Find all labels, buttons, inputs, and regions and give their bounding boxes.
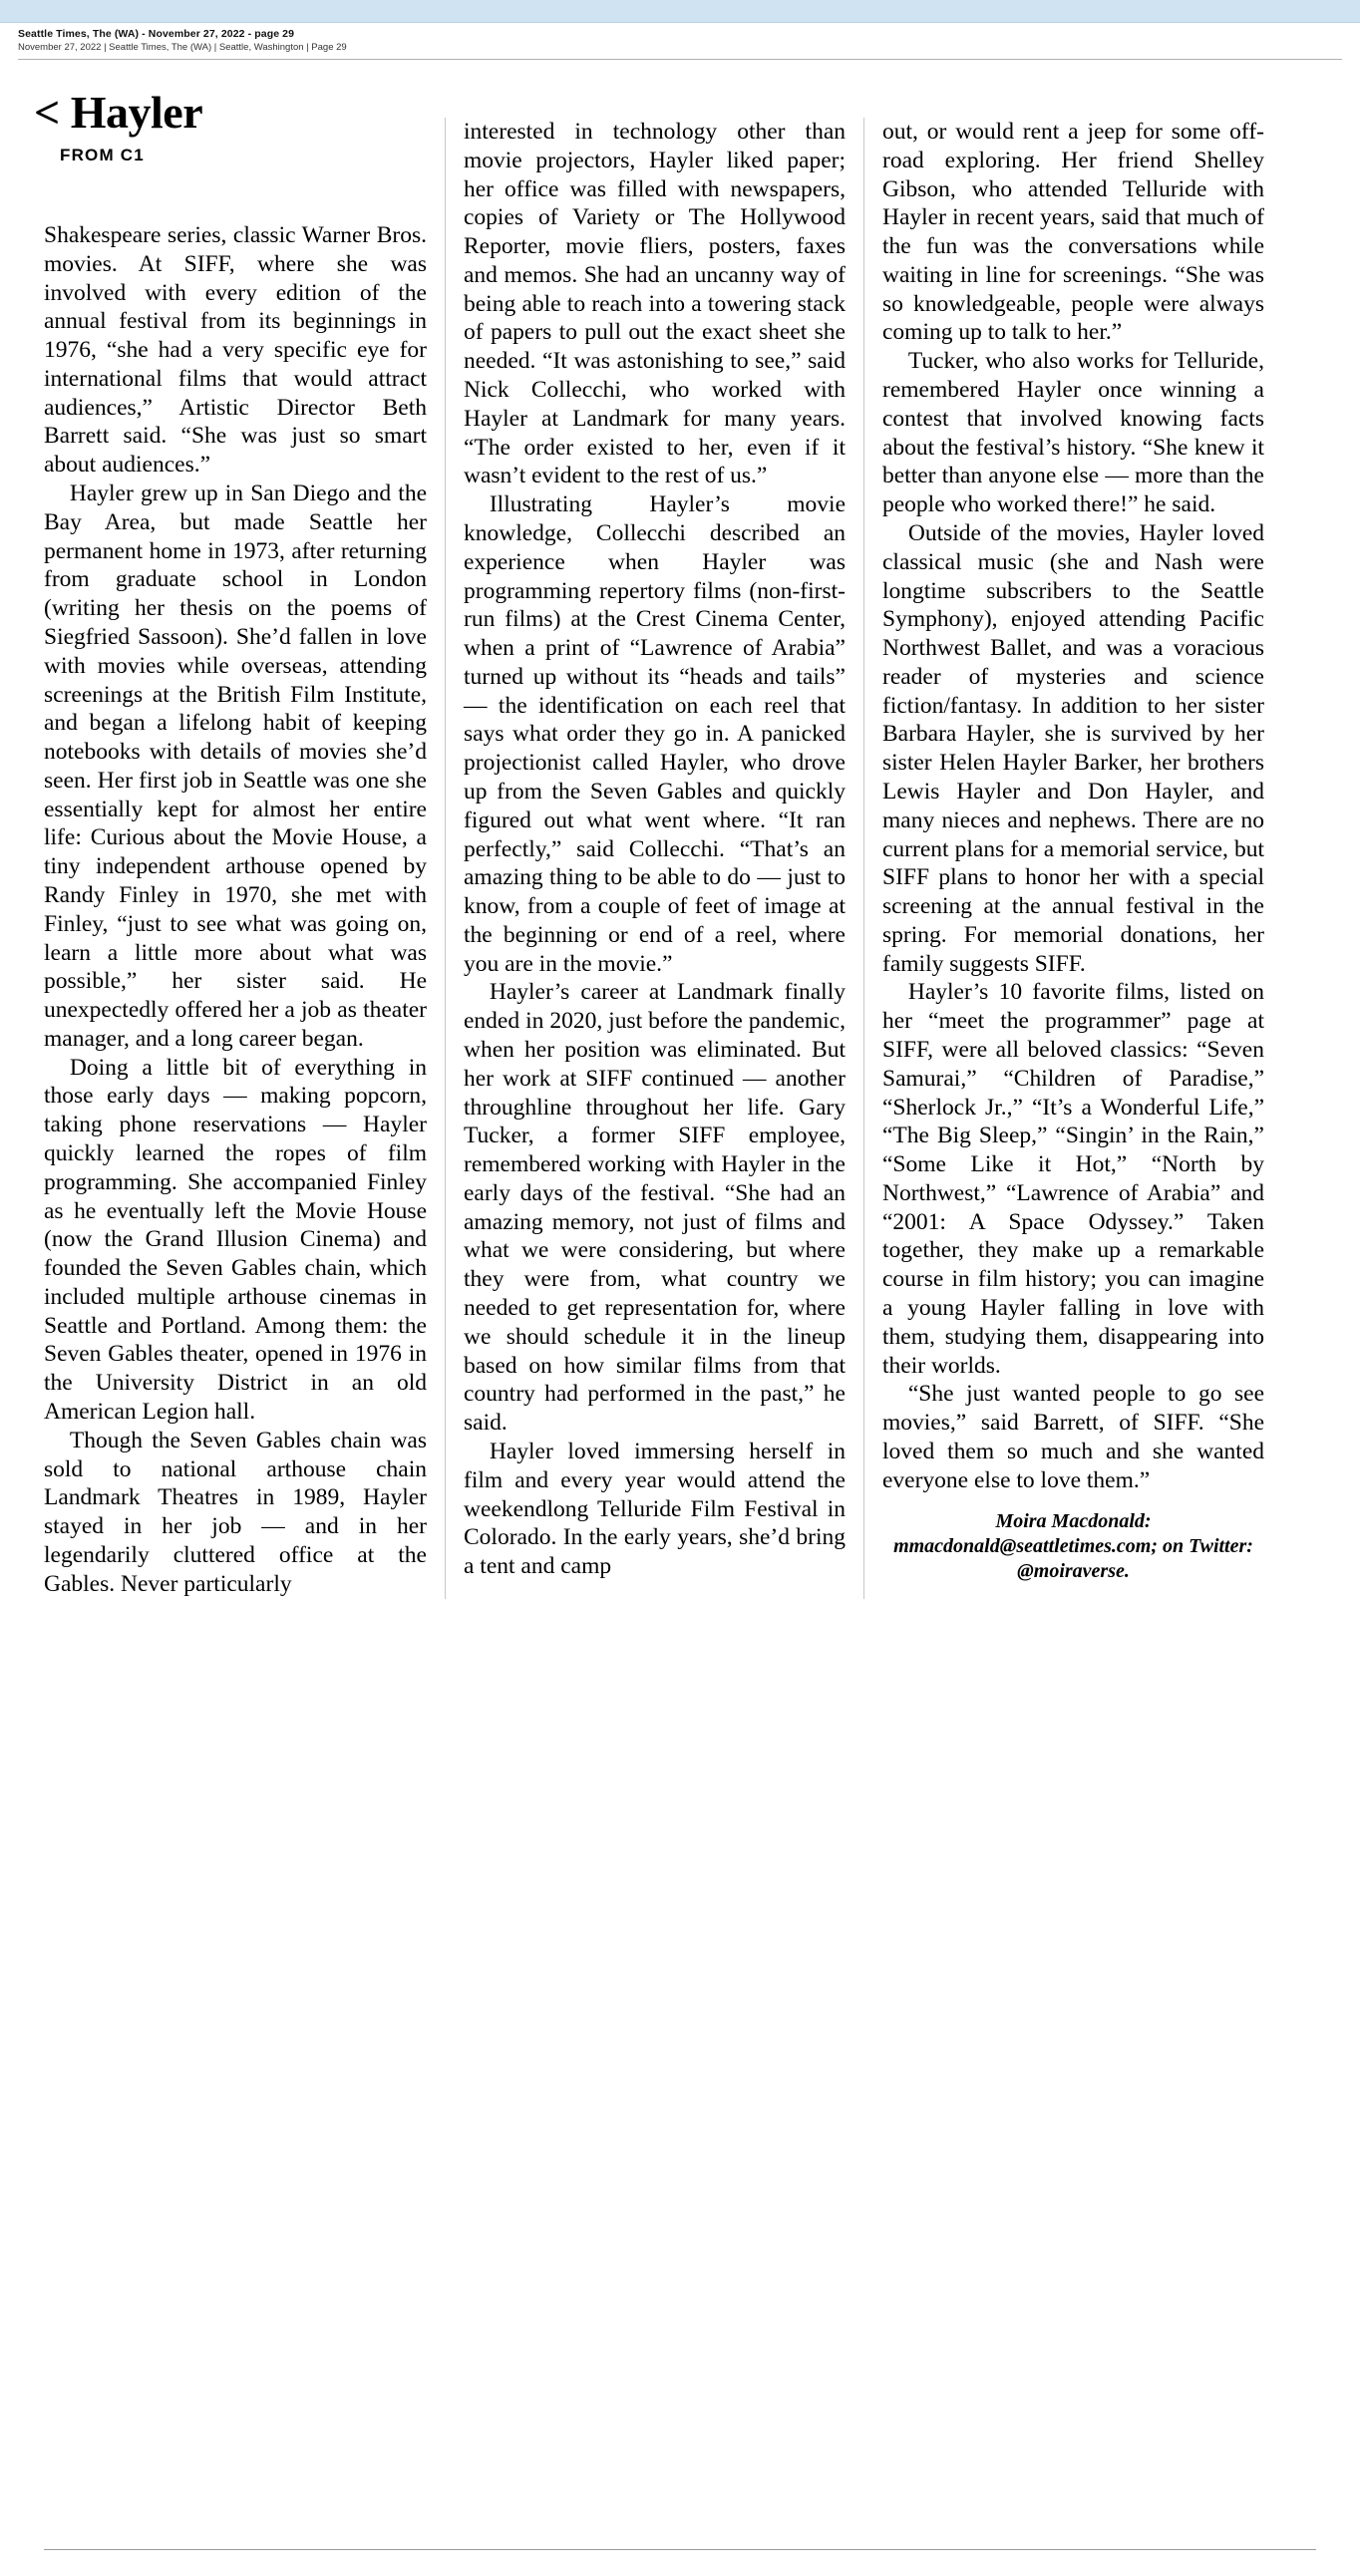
paragraph: Doing a little bit of everything in those early days — making popcorn, taking phone reservations — Hayler quickly learned the ropes of film programming. She accompanied Finley as he eventually left the Movie House (now the Grand Illusion Cinema) and founded the Seven Gables chain, which included multiple arthouse cinemas in Seattle and Portland. Among them: the Seven Gables theater, opened in 1976 in the University District in an old American Legion hall. <box>44 1054 427 1426</box>
page-slug-primary: Seattle Times, The (WA) - November 27, 2022 - page 29 <box>18 28 295 40</box>
continuation-arrow-icon: < <box>34 87 60 138</box>
jumpline: FROM C1 <box>60 146 145 164</box>
column-2 <box>445 118 863 1599</box>
paragraph: Hayler’s career at Landmark finally ended in 2020, just before the pandemic, when her position was eliminated. But her work at SIFF continued — another throughline throughout her life. Gary Tucker, a former SIFF employee, remembered working with Hayler in the early days of the festival. “She had an amazing memory, not just of films and what we were considering, but where they were from, what country we needed to get representation for, where we should schedule it in the lineup based on how similar films from that country had performed in the past,” he said. <box>464 979 846 1437</box>
column-3 <box>863 118 1282 1599</box>
paragraph: Illustrating Hayler’s movie knowledge, Collecchi described an experience when Hayler was programming repertory films (non-first-run films) at the Crest Cinema Center, when a print of “Lawrence of Arabia” turned up without its “heads and tails” — the identification on each reel that says what order they go in. A panicked projectionist called Hayler, who drove up from the Seven Gables and quickly figured out what went where. “It ran perfectly,” said Collecchi. “That’s an amazing thing to be able to do — just to know, from a couple of feet of image at the beginning or end of a reel, where you are in the movie.” <box>464 491 846 977</box>
page-slug-secondary: November 27, 2022 | Seattle Times, The (WA) | Seattle, Washington | Page 29 <box>18 42 347 53</box>
paragraph: Tucker, who also works for Telluride, remembered Hayler once winning a contest that involved knowing facts about the festival’s history. “She knew it better than anyone else — more than the people who worked there!” he said. <box>882 348 1264 518</box>
column-1 <box>26 118 445 1599</box>
article-columns <box>0 118 1360 1599</box>
paragraph: Shakespeare series, classic Warner Bros. movies. At SIFF, where she was involved with every edition of the annual festival from its beginnings in 1976, “she had a very specific eye for international films that would attract audiences,” Artistic Director Beth Barrett said. “She was just so smart about audiences.” <box>44 222 427 479</box>
paragraph: Hayler’s 10 favorite films, listed on her “meet the programmer” page at SIFF, were all beloved classics: “Seven Samurai,” “Children of Paradise,” “Sherlock Jr.,” “It’s a Wonderful Life,” “The Big Sleep,” “Singin’ in the Rain,” “Some Like it Hot,” “North by Northwest,” “Lawrence of Arabia” and “2001: A Space Odyssey.” Taken together, they make up a remarkable course in film history; you can imagine a young Hayler falling in love with them, studying them, disappearing into their worlds. <box>882 979 1264 1379</box>
paragraph: Hayler loved immersing herself in film and every year would attend the weekendlong Telluride Film Festival in Colorado. In the early years, she’d bring a tent and camp <box>464 1438 846 1580</box>
viewer-topbar <box>0 0 1360 23</box>
footer-divider <box>44 2549 1316 2550</box>
paragraph: Though the Seven Gables chain was sold to national arthouse chain Landmark Theatres in 1989, Hayler stayed in her job — and in her legendarily cluttered office at the Gables. Never particularly <box>44 1427 427 1597</box>
paragraph: Hayler grew up in San Diego and the Bay Area, but made Seattle her permanent home in 1973, after returning from graduate school in London (writing her thesis on the poems of Siegfried Sassoon). She’d fallen in love with movies while overseas, attending screenings at the British Film Institute, and began a lifelong habit of keeping notebooks with details of movies she’d seen. Her first job in Seattle was one she essentially kept for almost her entire life: Curious about the Movie House, a tiny independent arthouse opened by Randy Finley in 1970, she met with Finley, “just to see what was going on, learn a little more about what was possible,” her sister said. He unexpectedly offered her a job as theater manager, and a long career began. <box>44 481 427 1052</box>
paragraph: “She just wanted people to go see movies,” said Barrett, of SIFF. “She loved them so much and she wanted everyone else to love them.” <box>882 1381 1264 1493</box>
paragraph: Outside of the movies, Hayler loved classical music (she and Nash were longtime subscribers to the Seattle Symphony), enjoyed attending Pacific Northwest Ballet, and was a voracious reader of mysteries and science fiction/fantasy. In addition to her sister Barbara Hayler, she is survived by her sister Helen Hayler Barker, her brothers Lewis Hayler and Don Hayler, and many nieces and nephews. There are no current plans for a memorial service, but SIFF plans to honor her with a special screening at the annual festival in the spring. For memorial donations, her family suggests SIFF. <box>882 519 1264 977</box>
paragraph: interested in technology other than movie projectors, Hayler liked paper; her office was filled with newspapers, copies of Variety or The Hollywood Reporter, movie fliers, posters, faxes and memos. She had an uncanny way of being able to reach into a towering stack of papers to pull out the exact sheet she needed. “It was astonishing to see,” said Nick Collecchi, who worked with Hayler at Landmark for many years. “The order existed to her, even if it wasn’t evident to the rest of us.” <box>464 119 846 489</box>
author-byline: Moira Macdonald: mmacdonald@seattletimes.com; on Twitter: @moiraverse. <box>893 1509 1253 1582</box>
paragraph: out, or would rent a jeep for some off-road exploring. Her friend Shelley Gibson, who attended Telluride with Hayler in recent years, said that much of the fun was the conversations while waiting in line for screenings. “She was so knowledgeable, people were always coming up to talk to her.” <box>882 119 1264 346</box>
headline-text: Hayler <box>70 87 203 138</box>
